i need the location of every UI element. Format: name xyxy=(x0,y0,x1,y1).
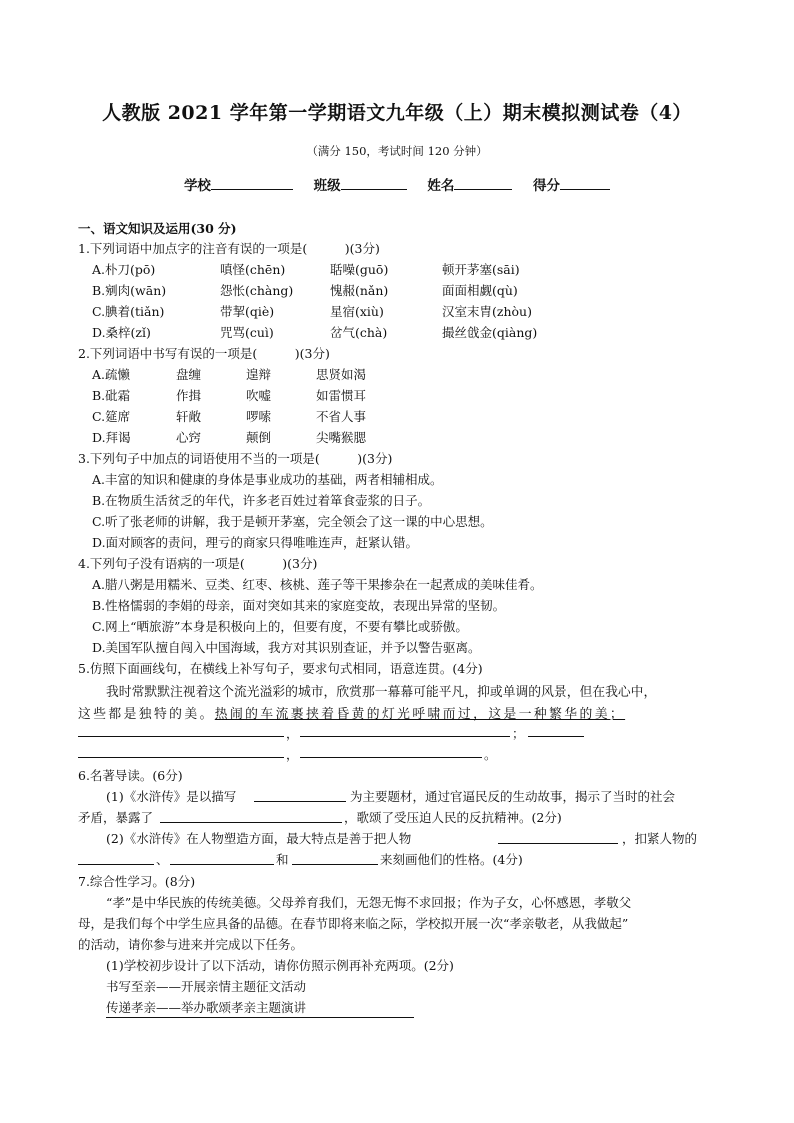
question-text: ，歌颂了受压迫人民的反抗精神。(2分) xyxy=(344,810,562,825)
option-text: 不省人事 xyxy=(316,409,367,424)
question-6-line-2 xyxy=(78,808,718,826)
answer-blank[interactable] xyxy=(78,743,284,758)
option-text: C.筵席 xyxy=(92,409,131,424)
section-heading: 一、语文知识及运用(30 分) xyxy=(78,221,237,236)
question-2-option-b xyxy=(78,386,718,402)
school-blank[interactable] xyxy=(211,177,293,190)
question-4-option-d: D.美国军队擅自闯入中国海域，我方对其识别查证，并予以警告驱离。 xyxy=(92,640,481,655)
option-text: B.砒霜 xyxy=(92,388,131,403)
question-4-stem: 4.下列句子没有语病的一项是( )(3分) xyxy=(78,556,318,571)
option-text: 愧赧(nǎn) xyxy=(330,283,389,298)
option-text: 盘缠 xyxy=(176,367,202,382)
question-5-passage-line-1: 我时常默默注视着这个流光溢彩的城市，欣赏那一幕幕可能平凡，抑或单调的风景，但在我心中， xyxy=(106,685,657,700)
answer-blank[interactable] xyxy=(498,829,618,844)
exam-subtitle: （满分 150，考试时间 120 分钟） xyxy=(306,144,488,158)
question-7-example-1: 书写至亲——开展亲情主题征文活动 xyxy=(106,979,307,994)
question-5-stem: 5.仿照下面画线句，在横线上补写句子，要求句式相同，语意连贯。(4分) xyxy=(78,661,483,676)
name-blank[interactable] xyxy=(454,177,512,190)
question-7-subquestion-1: (1)学校初步设计了以下活动，请你仿照示例再补充两项。(2分) xyxy=(106,958,454,973)
question-text: (2)《水浒传》在人物塑造方面，最大特点是善于把人物 xyxy=(106,831,412,846)
question-7-passage-line-1: “孝”是中华民族的传统美德。父母养育我们，无怨无悔不求回报；作为子女，心怀感恩，孝敬父 xyxy=(106,895,632,910)
question-6-line-4 xyxy=(78,850,718,868)
option-text: 撮丝戗金(qiàng) xyxy=(442,325,538,340)
option-text: 啰嗦 xyxy=(246,409,272,424)
score-field xyxy=(533,174,610,194)
question-1-option-d xyxy=(78,323,718,339)
question-6-stem: 6.名著导读。(6分) xyxy=(78,768,183,783)
question-2-stem: 2.下列词语中书写有误的一项是( )(3分) xyxy=(78,346,330,361)
question-2-option-a xyxy=(78,365,718,381)
school-label: 学校 xyxy=(183,178,211,194)
question-1-stem: 1.下列词语中加点字的注音有误的一项是( )(3分) xyxy=(78,241,380,256)
question-text: 来刻画他们的性格。(4分) xyxy=(380,852,523,867)
punctuation: 、 xyxy=(156,852,169,867)
name-field xyxy=(427,174,512,194)
class-label: 班级 xyxy=(313,178,341,194)
option-text: 怨怅(chàng) xyxy=(220,283,294,298)
question-1-option-a xyxy=(78,260,718,276)
option-text: 思贤如渴 xyxy=(316,367,367,382)
question-3-option-c: C.听了张老师的讲解，我于是顿开茅塞，完全领会了这一课的中心思想。 xyxy=(92,514,493,529)
option-text: 如雷惯耳 xyxy=(316,388,367,403)
student-info-line xyxy=(0,174,794,194)
question-3-option-d: D.面对顾客的责问，理亏的商家只得唯唯连声，赶紧认错。 xyxy=(92,535,419,550)
option-text: 吹嘘 xyxy=(246,388,272,403)
option-text: 汉室末胄(zhòu) xyxy=(442,304,532,319)
question-2-option-c xyxy=(78,407,718,423)
answer-blank[interactable] xyxy=(300,722,510,737)
question-text: ，扣紧人物的 xyxy=(622,831,698,846)
question-7-example-2: 传递孝亲——举办歌颂孝亲主题演讲 xyxy=(106,1000,307,1015)
question-6-line-1 xyxy=(106,787,718,805)
score-blank[interactable] xyxy=(560,177,610,190)
option-text: 嗔怪(chēn) xyxy=(220,262,286,277)
question-3-option-a: A.丰富的知识和健康的身体是事业成功的基础，两者相辅相成。 xyxy=(92,472,443,487)
option-text: 作揖 xyxy=(176,388,202,403)
option-text: D.拜谒 xyxy=(92,430,131,445)
answer-blank[interactable] xyxy=(170,850,274,865)
name-label: 姓名 xyxy=(427,178,455,194)
question-7-stem: 7.综合性学习。(8分) xyxy=(78,874,196,889)
question-6-line-3 xyxy=(106,829,718,847)
question-2-option-d xyxy=(78,428,718,444)
question-1-option-b xyxy=(78,281,718,297)
question-1-option-c xyxy=(78,302,718,318)
answer-blank[interactable] xyxy=(292,850,378,865)
option-text: 遑辩 xyxy=(246,367,272,382)
question-4-option-a: A.腊八粥是用糯米、豆类、红枣、核桃、莲子等干果掺杂在一起煮成的美味佳肴。 xyxy=(92,577,543,592)
answer-blank[interactable] xyxy=(300,743,482,758)
option-text: 心窍 xyxy=(176,430,202,445)
question-text: 和 xyxy=(276,852,289,867)
option-text: 岔气(chà) xyxy=(330,325,388,340)
punctuation: ； xyxy=(512,726,525,741)
passage-text: 这些都是独特的美。 xyxy=(78,707,215,722)
option-text: 颠倒 xyxy=(246,430,272,445)
question-text: (1)《水浒传》是以描写 xyxy=(106,789,237,804)
question-7-passage-line-3: 的活动，请你参与进来并完成以下任务。 xyxy=(78,937,304,952)
page-title: 人教版 2021 学年第一学期语文九年级（上）期末模拟测试卷（4） xyxy=(102,102,692,124)
question-4-option-b: B.性格懦弱的李娟的母亲，面对突如其来的家庭变故，表现出异常的坚韧。 xyxy=(92,598,506,613)
underlined-example-sentence: 热闹的车流裹挟着昏黄的灯光呼啸而过，这是一种繁华的美； xyxy=(214,707,626,722)
question-5-passage-line-2 xyxy=(78,703,625,722)
answer-blank[interactable] xyxy=(254,787,346,802)
question-7-passage-line-2: 母，是我们每个中学生应具备的品德。在春节即将来临之际，学校拟开展一次“孝亲敬老，从我做起” xyxy=(78,916,629,931)
option-text: 面面相觑(qù) xyxy=(442,283,518,298)
school-field xyxy=(184,174,293,194)
option-text: 轩敞 xyxy=(176,409,202,424)
option-text: 咒骂(cuì) xyxy=(220,325,274,340)
option-text: A.疏懒 xyxy=(92,367,131,382)
option-text: 聒噪(guō) xyxy=(330,262,389,277)
question-text: 为主要题材，通过官逼民反的生动故事，揭示了当时的社会 xyxy=(350,789,676,804)
answer-blank[interactable] xyxy=(528,722,584,737)
option-text: B.剜肉(wān) xyxy=(92,283,167,298)
option-text: A.朴刀(pō) xyxy=(92,262,156,277)
option-text: D.桑梓(zǐ) xyxy=(92,325,151,340)
option-text: 尖嘴猴腮 xyxy=(316,430,367,445)
question-3-option-b: B.在物质生活贫乏的年代，许多老百姓过着箪食壶浆的日子。 xyxy=(92,493,431,508)
score-label: 得分 xyxy=(533,178,561,194)
punctuation: 。 xyxy=(484,747,497,762)
question-5-answer-line-2 xyxy=(78,743,718,761)
option-text: 顿开茅塞(sāi) xyxy=(442,262,520,277)
answer-blank[interactable] xyxy=(78,850,154,865)
question-5-answer-line-1 xyxy=(78,722,718,740)
answer-blank[interactable] xyxy=(78,722,284,737)
option-text: 带挈(qiè) xyxy=(220,304,275,319)
option-text: C.腆着(tiǎn) xyxy=(92,304,165,319)
answer-blank[interactable] xyxy=(106,1016,414,1018)
question-4-option-c: C.网上“晒旅游”本身是积极向上的，但要有度，不要有攀比或骄傲。 xyxy=(92,619,468,634)
question-text: 矛盾，暴露了 xyxy=(78,810,154,825)
answer-blank[interactable] xyxy=(160,808,342,823)
class-field xyxy=(314,174,407,194)
punctuation: ， xyxy=(286,747,299,762)
punctuation: ， xyxy=(286,726,299,741)
class-blank[interactable] xyxy=(341,177,407,190)
question-3-stem: 3.下列句子中加点的词语使用不当的一项是( )(3分) xyxy=(78,451,393,466)
option-text: 星宿(xiù) xyxy=(330,304,384,319)
